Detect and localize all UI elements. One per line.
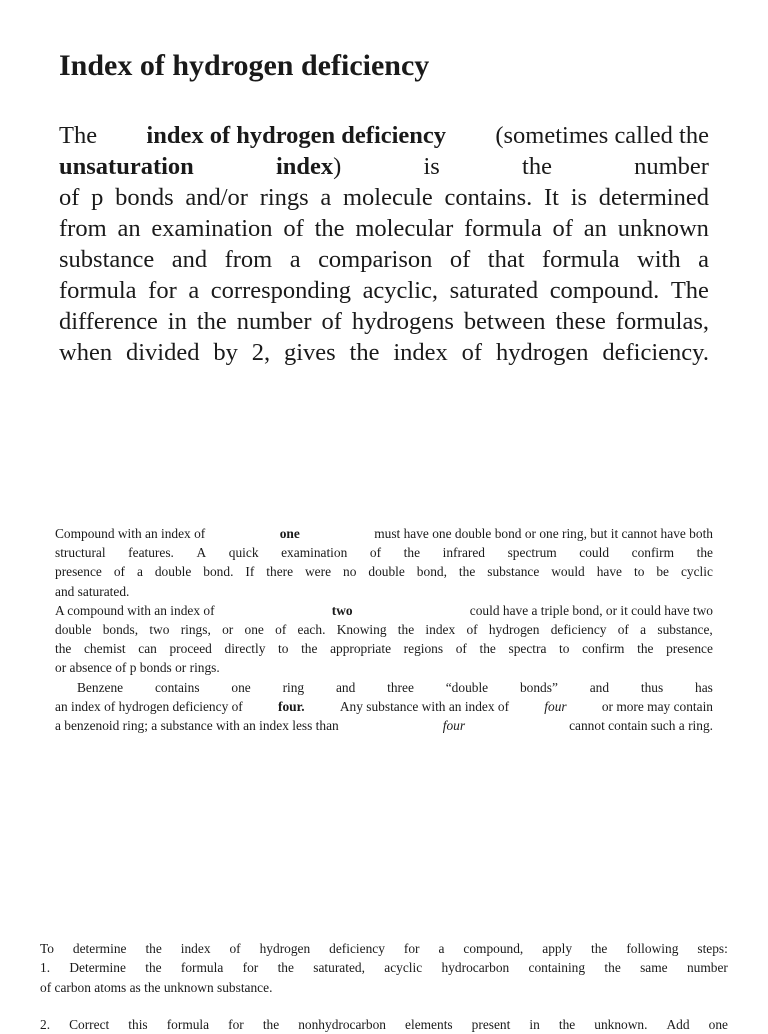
steps-line-3: of carbon atoms as the unknown substance. xyxy=(40,979,273,995)
intro-line-6: formula for a corresponding acyclic, saturated compound. The xyxy=(59,277,709,304)
intro-line-4: from an examination of the molecular formula of an unknown xyxy=(59,215,709,242)
detail-line-6: double bonds, two rings, or one of each. Knowing the index of hydrogen deficiency of a substance, xyxy=(55,621,713,637)
term-unsaturation: unsaturation xyxy=(59,153,194,180)
intro-line-3: of p bonds and/or rings a molecule contains. It is determined xyxy=(59,184,709,211)
intro-paragraph xyxy=(59,120,709,368)
detail-line-9: Benzene contains one ring and three “double bonds” and thus has xyxy=(77,679,713,695)
intro-line-1: The index of hydrogen deficiency (sometimes called the xyxy=(59,122,709,149)
detail-line-4: and saturated. xyxy=(55,583,130,599)
detail-line-5: A compound with an index of two could have a triple bond, or it could have two xyxy=(55,601,713,620)
detail-line-8: or absence of p bonds or rings. xyxy=(55,660,220,676)
intro-line-5: substance and from a comparison of that formula with a xyxy=(59,246,709,273)
steps-line-4-cut: 2. Correct this formula for the nonhydrocarbon elements present in the unknown. Add one xyxy=(40,1017,728,1032)
term-four: four. xyxy=(277,698,305,714)
detail-line-10: an index of hydrogen deficiency of four. Any substance with an index of four or more may contain xyxy=(55,697,713,716)
detail-paragraph xyxy=(55,524,713,735)
page-title: Index of hydrogen deficiency xyxy=(59,49,430,82)
detail-line-11: a benzenoid ring; a substance with an index less than four cannot contain such a ring. xyxy=(55,716,713,735)
intro-line-2: unsaturation index) is the number xyxy=(59,153,709,180)
detail-line-7: the chemist can proceed directly to the appropriate regions of the spectra to confirm the presence xyxy=(55,641,713,657)
term-two: two xyxy=(331,602,353,618)
intro-line-7: difference in the number of hydrogens between these formulas, xyxy=(59,308,709,335)
detail-line-2: structural features. A quick examination of the infrared spectrum could confirm the xyxy=(55,545,713,561)
term-one: one xyxy=(279,526,300,541)
detail-line-3: presence of a double bond. If there were no double bond, the substance would have to be cyclic xyxy=(55,564,713,580)
detail-line-1: Compound with an index of one must have one double bond or one ring, but it cannot have both xyxy=(55,524,713,543)
intro-line-8: when divided by 2, gives the index of hydrogen deficiency. xyxy=(59,339,709,366)
steps-line-1: To determine the index of hydrogen deficiency for a compound, apply the following steps: xyxy=(40,941,728,956)
term-four-italic: four xyxy=(544,698,567,714)
steps-line-2: 1. Determine the formula for the saturated, acyclic hydrocarbon containing the same number xyxy=(40,960,728,976)
term-index: index xyxy=(275,153,334,180)
term-four-italic-2: four xyxy=(442,717,466,733)
steps-paragraph xyxy=(40,939,728,997)
term-index-of-hydrogen-deficiency: index of hydrogen deficiency xyxy=(146,122,447,149)
